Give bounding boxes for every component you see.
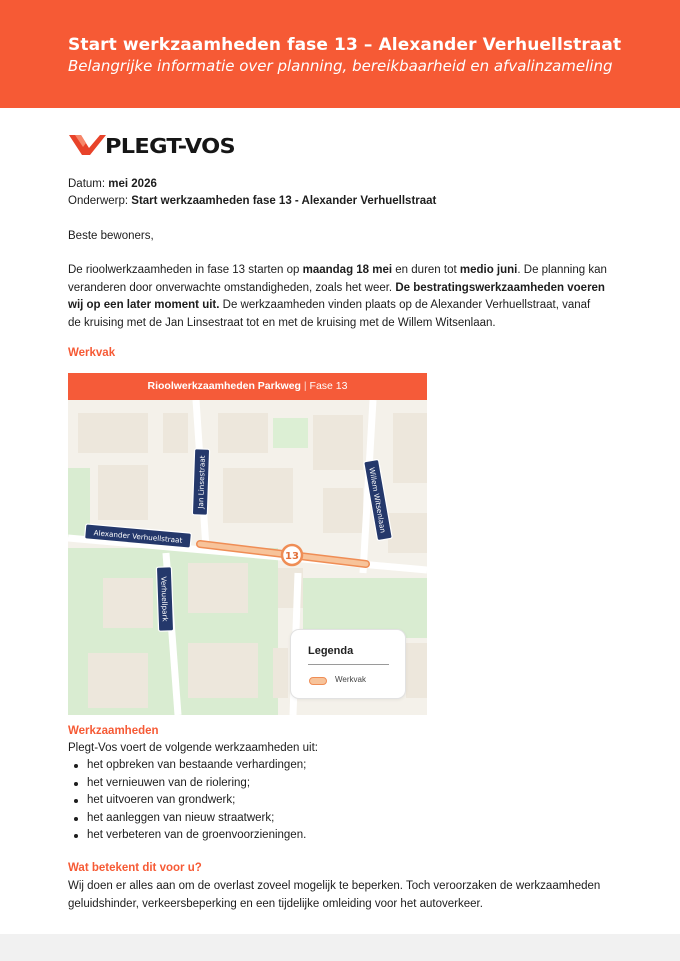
svg-text:Verhuellpark: Verhuellpark bbox=[159, 576, 170, 622]
legend-werkvak-label: Werkvak bbox=[335, 675, 366, 684]
svg-text:Jan Linsestraat: Jan Linsestraat bbox=[196, 455, 207, 509]
betekent-paragraph: Wij doen er alles aan om de overlast zoveel mogelijk te beperken. Toch veroorzaken de werkzaamheden geluidshinder, verkeersbeperking en een tijdelijke omleiding voor het autoverkeer. bbox=[68, 880, 601, 910]
werkzaamheden-heading: Werkzaamheden bbox=[68, 725, 159, 737]
svg-text:Willem Witsenlaan: Willem Witsenlaan bbox=[367, 466, 388, 534]
header-banner bbox=[0, 0, 680, 108]
legend-title: Legenda bbox=[308, 645, 354, 657]
intro-paragraph: De rioolwerkzaamheden in fase 13 starten op maandag 18 mei en duren tot medio juni. De planning kan veranderen door onverwachte omstandigheden, zoals het weer. De bestratingswerkzaamheden voeren wij op een later moment uit. De werkzaamheden vinden plaats op de Alexander Verhuellstraat, vanaf de kruising met de Jan Linsestraat tot en met de kruising met de Willem Witsenlaan. bbox=[68, 264, 607, 329]
phase-badge-label: 13 bbox=[285, 551, 299, 562]
werkvak-heading: Werkvak bbox=[68, 347, 116, 359]
logo-text: PLEGT-VOS bbox=[105, 134, 235, 157]
street-sign-verhuellpark bbox=[156, 567, 173, 631]
list-item: het vernieuwen van de riolering; bbox=[74, 775, 306, 793]
subject-line: Onderwerp: Start werkzaamheden fase 13 - Alexander Verhuellstraat bbox=[68, 195, 437, 207]
date-line: Datum: mei 2026 bbox=[68, 178, 157, 190]
werkvak-map bbox=[68, 373, 427, 715]
werkzaamheden-lead: Plegt-Vos voert de volgende werkzaamheden uit: bbox=[68, 742, 318, 754]
list-item: het aanleggen van nieuw straatwerk; bbox=[74, 810, 306, 828]
list-item: het verbeteren van de groenvoorzieningen. bbox=[74, 827, 306, 845]
greeting: Beste bewoners, bbox=[68, 230, 154, 242]
list-item: het uitvoeren van grondwerk; bbox=[74, 792, 306, 810]
betekent-heading: Wat betekent dit voor u? bbox=[68, 862, 202, 874]
date-value: mei 2026 bbox=[108, 178, 157, 190]
list-item: het opbreken van bestaande verhardingen; bbox=[74, 757, 306, 775]
legend-werkvak-swatch bbox=[309, 677, 327, 685]
map-title-bar: Rioolwerkzaamheden Parkweg | Fase 13 bbox=[68, 373, 427, 400]
werkzaamheden-list bbox=[74, 757, 306, 845]
street-sign-jan-linsestraat bbox=[192, 449, 209, 515]
subject-value: Start werkzaamheden fase 13 - Alexander Verhuellstraat bbox=[131, 195, 437, 207]
page-subtitle: Belangrijke informatie over planning, bereikbaarheid en afvalinzameling bbox=[68, 57, 613, 75]
svg-text:Alexander Verhuellstraat: Alexander Verhuellstraat bbox=[93, 528, 183, 545]
map-legend bbox=[290, 629, 406, 699]
page-title: Start werkzaamheden fase 13 – Alexander Verhuellstraat bbox=[68, 35, 622, 55]
page-footer bbox=[0, 934, 680, 961]
plegt-vos-logo bbox=[67, 131, 237, 157]
legend-divider bbox=[308, 664, 389, 665]
